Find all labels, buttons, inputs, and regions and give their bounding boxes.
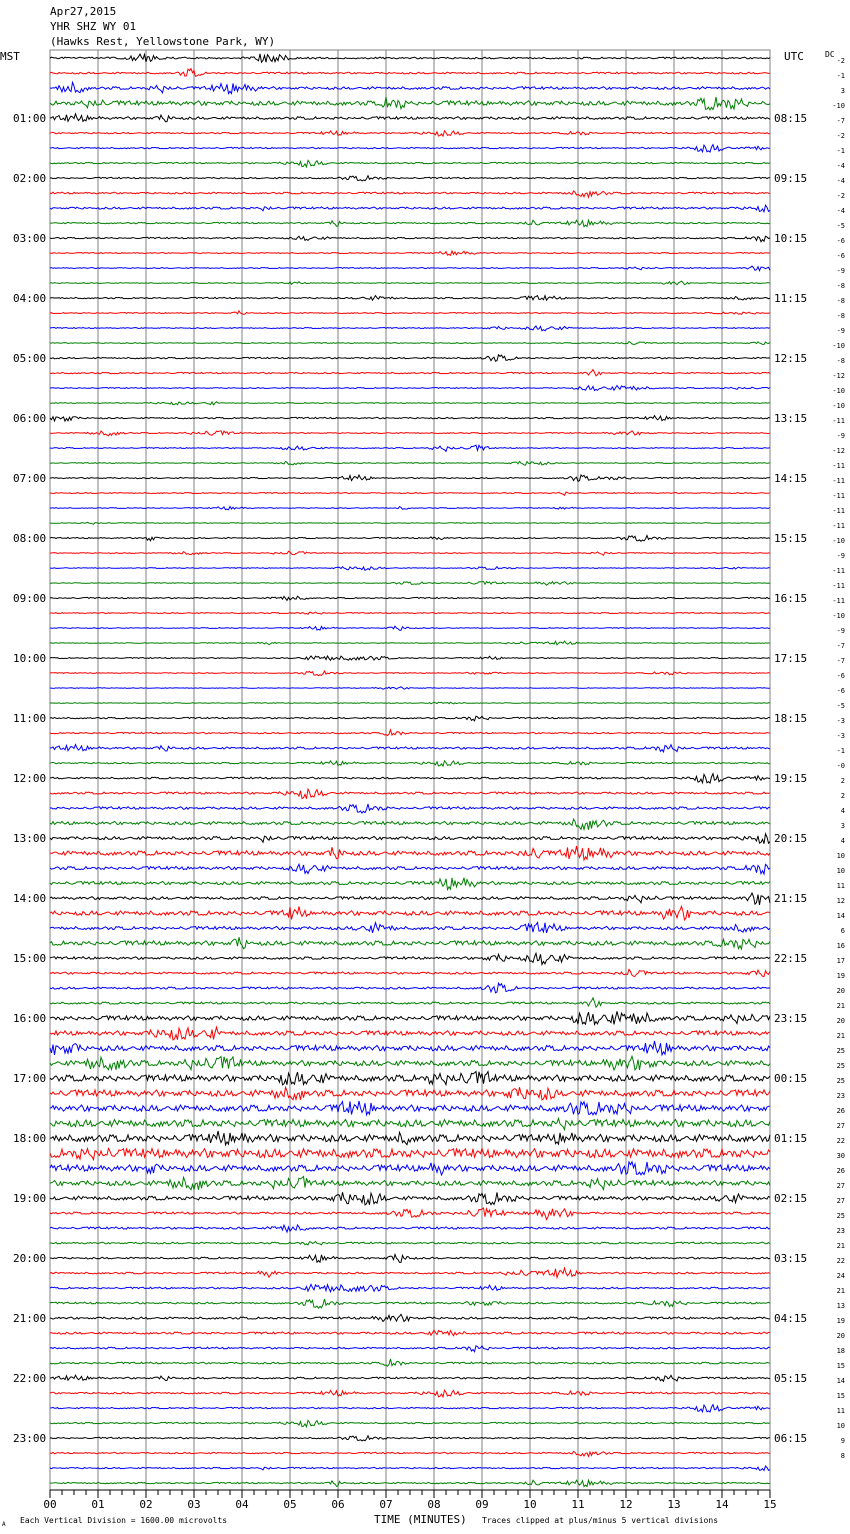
utc-hour-label: 02:15 xyxy=(774,1192,808,1205)
seismic-trace-row xyxy=(50,266,770,271)
seismic-trace-row xyxy=(50,551,770,555)
seismic-trace-row xyxy=(50,1011,770,1024)
seismic-trace-row xyxy=(50,1420,770,1426)
utc-hour-label: 11:15 xyxy=(774,292,808,305)
seismic-trace-row xyxy=(50,205,770,212)
x-axis-title: TIME (MINUTES) xyxy=(374,1513,467,1526)
utc-hour-label: 18:15 xyxy=(774,712,808,725)
seismic-trace-row xyxy=(50,567,770,571)
mst-hour-label: 06:00 xyxy=(13,412,47,425)
seismic-trace-row xyxy=(50,311,770,315)
seismic-trace-row xyxy=(50,1346,770,1352)
mst-hour-label: 04:00 xyxy=(13,292,47,305)
seismic-trace-row xyxy=(50,906,770,920)
dc-offset-label: -5 xyxy=(836,702,845,710)
x-tick-label: 14 xyxy=(715,1498,729,1511)
seismic-trace-row xyxy=(50,431,770,436)
mst-hour-label: 07:00 xyxy=(13,472,47,485)
seismic-trace-row xyxy=(50,1027,770,1040)
dc-offset-label: 22 xyxy=(836,1137,845,1145)
utc-hour-label: 17:15 xyxy=(774,652,808,665)
seismic-trace-row xyxy=(50,1375,770,1381)
seismic-trace-row xyxy=(50,522,770,524)
x-tick-label: 03 xyxy=(187,1498,201,1511)
seismic-trace-row xyxy=(50,1480,770,1486)
mst-hour-label: 20:00 xyxy=(13,1252,47,1265)
dc-offset-label: 21 xyxy=(836,1002,845,1010)
seismic-trace-row xyxy=(50,923,770,933)
seismic-trace-row xyxy=(50,342,770,345)
dc-offset-label: -9 xyxy=(836,327,845,335)
dc-offset-label: 2 xyxy=(840,777,845,785)
seismic-trace-row xyxy=(50,281,770,285)
mst-hour-label: 11:00 xyxy=(13,712,47,725)
utc-hour-label: 05:15 xyxy=(774,1372,808,1385)
mst-hour-label: 12:00 xyxy=(13,772,47,785)
dc-offset-label: 25 xyxy=(836,1212,845,1220)
utc-hour-label: 14:15 xyxy=(774,472,808,485)
mst-hour-label: 01:00 xyxy=(13,112,47,125)
utc-hour-label: 22:15 xyxy=(774,952,808,965)
seismic-trace-row xyxy=(50,893,770,905)
x-tick-label: 12 xyxy=(619,1498,633,1511)
mst-hour-label: 14:00 xyxy=(13,892,47,905)
seismic-trace-row xyxy=(50,416,770,422)
seismic-trace-row xyxy=(50,82,770,93)
dc-offset-label: 27 xyxy=(836,1182,845,1190)
x-tick-label: 10 xyxy=(523,1498,537,1511)
dc-offset-label: 27 xyxy=(836,1122,845,1130)
seismic-trace-row xyxy=(50,507,770,510)
seismic-trace-row xyxy=(50,220,770,226)
dc-offset-label: 2 xyxy=(840,792,845,800)
seismic-trace-row xyxy=(50,953,770,964)
scale-note: Each Vertical Division = 1600.00 microvolts xyxy=(20,1516,228,1525)
dc-offset-label: -2 xyxy=(836,132,845,140)
dc-offset-label: 15 xyxy=(836,1392,845,1400)
seismic-trace-row xyxy=(50,296,770,301)
dc-offset-label: 21 xyxy=(836,1287,845,1295)
chart-station: YHR SHZ WY 01 xyxy=(50,20,137,33)
mst-hour-label: 10:00 xyxy=(13,652,47,665)
seismic-trace-row xyxy=(50,1359,770,1366)
seismic-trace-row xyxy=(50,687,770,689)
dc-offset-label: -7 xyxy=(836,117,845,125)
mst-hour-label: 15:00 xyxy=(13,952,47,965)
seismic-trace-row xyxy=(50,1072,770,1085)
seismic-trace-row xyxy=(50,326,770,331)
x-tick-label: 02 xyxy=(139,1498,153,1511)
seismic-trace-row xyxy=(50,983,770,993)
mst-hour-label: 18:00 xyxy=(13,1132,47,1145)
seismic-trace-row xyxy=(50,445,770,451)
dc-offset-label: 25 xyxy=(836,1062,845,1070)
dc-offset-label: -2 xyxy=(836,57,845,65)
seismic-trace-row xyxy=(50,656,770,660)
seismic-trace-row xyxy=(50,1177,770,1190)
utc-hour-label: 15:15 xyxy=(774,532,808,545)
utc-hour-label: 19:15 xyxy=(774,772,808,785)
dc-offset-label: -3 xyxy=(836,717,845,725)
seismic-trace-row xyxy=(50,1087,770,1100)
seismic-trace-row xyxy=(50,730,770,736)
seismic-trace-row xyxy=(50,1131,770,1145)
seismic-trace-row xyxy=(50,969,770,976)
seismic-trace-row xyxy=(50,160,770,166)
dc-offset-label: -10 xyxy=(832,612,845,620)
dc-offset-label: 20 xyxy=(836,1017,845,1025)
seismic-trace-row xyxy=(50,671,770,676)
dc-offset-label: 21 xyxy=(836,1032,845,1040)
dc-offset-label: 25 xyxy=(836,1077,845,1085)
mst-hour-label: 22:00 xyxy=(13,1372,47,1385)
dc-offset-label: -4 xyxy=(836,207,845,215)
seismic-trace-row xyxy=(50,236,770,242)
seismic-trace-row xyxy=(50,1225,770,1232)
dc-offset-label: 3 xyxy=(840,822,845,830)
plot-frame xyxy=(50,50,770,1490)
x-tick-label: 05 xyxy=(283,1498,297,1511)
utc-hour-label: 16:15 xyxy=(774,592,808,605)
mst-hour-label: 05:00 xyxy=(13,352,47,365)
seismic-trace-row xyxy=(50,1192,770,1205)
mst-hour-label: 16:00 xyxy=(13,1012,47,1025)
dc-offset-label: -8 xyxy=(836,297,845,305)
seismic-trace-row xyxy=(50,492,770,495)
seismic-trace-row xyxy=(50,641,770,645)
dc-offset-label: 8 xyxy=(840,1452,845,1460)
dc-offset-label: 18 xyxy=(836,1347,845,1355)
dc-offset-label: 17 xyxy=(836,957,845,965)
dc-offset-label: -12 xyxy=(832,447,845,455)
seismic-trace-row xyxy=(50,69,770,77)
seismic-trace-row xyxy=(50,626,770,630)
dc-offset-label: -5 xyxy=(836,222,845,230)
dc-offset-label: -10 xyxy=(832,402,845,410)
seismic-trace-row xyxy=(50,878,770,890)
seismic-trace-row xyxy=(50,1390,770,1397)
dc-offset-label: -4 xyxy=(836,162,845,170)
x-tick-label: 13 xyxy=(667,1498,681,1511)
utc-hour-label: 08:15 xyxy=(774,112,808,125)
seismic-trace-row xyxy=(50,461,770,465)
dc-offset-label: 23 xyxy=(836,1092,845,1100)
dc-offset-label: -1 xyxy=(836,147,845,155)
utc-hour-label: 00:15 xyxy=(774,1072,808,1085)
dc-offset-label: 11 xyxy=(836,1407,845,1415)
seismic-trace-row xyxy=(50,1041,770,1055)
seismic-trace-row xyxy=(50,1268,770,1277)
dc-offset-label: 4 xyxy=(840,807,845,815)
utc-hour-label: 03:15 xyxy=(774,1252,808,1265)
dc-offset-label: -12 xyxy=(832,372,845,380)
mst-hour-label: 13:00 xyxy=(13,832,47,845)
seismic-trace-row xyxy=(50,1330,770,1336)
dc-offset-label: 13 xyxy=(836,1302,845,1310)
utc-hour-label: 04:15 xyxy=(774,1312,808,1325)
seismic-trace-row xyxy=(50,761,770,766)
dc-offset-label: 21 xyxy=(836,1242,845,1250)
mst-hour-label: 09:00 xyxy=(13,592,47,605)
dc-offset-label: 22 xyxy=(836,1257,845,1265)
dc-offset-label: -10 xyxy=(832,537,845,545)
dc-offset-label: -2 xyxy=(836,192,845,200)
dc-offset-label: -11 xyxy=(832,462,845,470)
dc-offset-label: -9 xyxy=(836,267,845,275)
dc-offset-label: 3 xyxy=(840,87,845,95)
mst-hour-label: 08:00 xyxy=(13,532,47,545)
dc-offset-label: 11 xyxy=(836,882,845,890)
seismic-trace-row xyxy=(50,804,770,813)
dc-offset-label: 19 xyxy=(836,972,845,980)
right-axis-label: UTC xyxy=(784,50,804,63)
dc-offset-label: -8 xyxy=(836,282,845,290)
utc-hour-label: 12:15 xyxy=(774,352,808,365)
seismic-trace-row xyxy=(50,702,770,704)
left-axis-label: MST xyxy=(0,50,20,63)
dc-offset-label: 30 xyxy=(836,1152,845,1160)
utc-hour-label: 23:15 xyxy=(774,1012,808,1025)
clip-note: Traces clipped at plus/minus 5 vertical divisions xyxy=(482,1516,719,1525)
dc-offset-label: 16 xyxy=(836,942,845,950)
dc-offset-label: -10 xyxy=(832,342,845,350)
dc-offset-label: 6 xyxy=(840,927,845,935)
mst-hour-label: 17:00 xyxy=(13,1072,47,1085)
seismic-trace-row xyxy=(50,998,770,1007)
dc-offset-label: -11 xyxy=(832,522,845,530)
dc-offset-label: -11 xyxy=(832,582,845,590)
seismic-trace-row xyxy=(50,355,770,361)
seismic-trace-row xyxy=(50,612,770,614)
dc-offset-label: -11 xyxy=(832,477,845,485)
dc-offset-label: -11 xyxy=(832,567,845,575)
dc-offset-label: 26 xyxy=(836,1107,845,1115)
seismic-trace-row xyxy=(50,1314,770,1321)
corner-mark: A xyxy=(2,1521,6,1528)
dc-offset-label: -11 xyxy=(832,507,845,515)
dc-offset-label: 14 xyxy=(836,912,845,920)
dc-header: DC xyxy=(825,50,835,59)
seismic-trace-row xyxy=(50,745,770,752)
utc-hour-label: 09:15 xyxy=(774,172,808,185)
dc-offset-label: -1 xyxy=(836,747,845,755)
seismic-trace-row xyxy=(50,774,770,783)
x-tick-label: 08 xyxy=(427,1498,441,1511)
seismic-trace-row xyxy=(50,176,770,181)
seismic-trace-row xyxy=(50,54,770,62)
seismic-trace-row xyxy=(50,131,770,136)
seismic-trace-row xyxy=(50,536,770,542)
dc-offset-label: 10 xyxy=(836,852,845,860)
seismic-trace-row xyxy=(50,834,770,844)
mst-hour-label: 19:00 xyxy=(13,1192,47,1205)
seismic-trace-row xyxy=(50,937,770,949)
seismic-trace-row xyxy=(50,1405,770,1412)
mst-hour-label: 21:00 xyxy=(13,1312,47,1325)
dc-offset-label: -11 xyxy=(832,492,845,500)
seismic-trace-row xyxy=(50,1284,770,1292)
dc-offset-label: 12 xyxy=(836,897,845,905)
seismic-trace-row xyxy=(50,1254,770,1262)
dc-offset-label: 25 xyxy=(836,1047,845,1055)
seismic-trace-row xyxy=(50,1208,770,1219)
dc-offset-label: -6 xyxy=(836,687,845,695)
x-tick-label: 04 xyxy=(235,1498,249,1511)
dc-offset-label: -11 xyxy=(832,597,845,605)
utc-hour-label: 13:15 xyxy=(774,412,808,425)
utc-hour-label: 21:15 xyxy=(774,892,808,905)
x-tick-label: 00 xyxy=(43,1498,57,1511)
dc-offset-label: -6 xyxy=(836,252,845,260)
dc-offset-label: 9 xyxy=(840,1437,845,1445)
seismic-trace-row xyxy=(50,114,770,122)
seismic-trace-row xyxy=(50,1451,770,1456)
x-tick-label: 09 xyxy=(475,1498,489,1511)
seismic-trace-row xyxy=(50,1101,770,1115)
dc-offset-label: 15 xyxy=(836,1362,845,1370)
dc-offset-label: 4 xyxy=(840,837,845,845)
dc-offset-label: 20 xyxy=(836,987,845,995)
dc-offset-label: -6 xyxy=(836,237,845,245)
x-tick-label: 01 xyxy=(91,1498,105,1511)
dc-offset-label: 10 xyxy=(836,867,845,875)
utc-hour-label: 06:15 xyxy=(774,1432,808,1445)
dc-offset-label: -8 xyxy=(836,312,845,320)
dc-offset-label: -1 xyxy=(836,72,845,80)
seismic-trace-row xyxy=(50,581,770,585)
dc-offset-label: -9 xyxy=(836,627,845,635)
seismic-trace-row xyxy=(50,1299,770,1308)
seismic-trace-row xyxy=(50,819,770,830)
dc-offset-label: -7 xyxy=(836,657,845,665)
dc-offset-label: -11 xyxy=(832,417,845,425)
seismic-trace-row xyxy=(50,1242,770,1246)
trace-group xyxy=(50,54,770,1487)
seismic-trace-row xyxy=(50,846,770,860)
dc-offset-label: -3 xyxy=(836,732,845,740)
seismic-trace-row xyxy=(50,1056,770,1070)
seismic-trace-row xyxy=(50,1162,770,1175)
seismic-trace-row xyxy=(50,402,770,405)
x-tick-label: 11 xyxy=(571,1498,585,1511)
seismic-trace-row xyxy=(50,1436,770,1441)
mst-hour-label: 23:00 xyxy=(13,1432,47,1445)
seismic-trace-row xyxy=(50,370,770,376)
dc-offset-label: 20 xyxy=(836,1332,845,1340)
seismic-trace-row xyxy=(50,1148,770,1159)
x-tick-label: 07 xyxy=(379,1498,393,1511)
mst-hour-label: 03:00 xyxy=(13,232,47,245)
seismic-trace-row xyxy=(50,596,770,600)
dc-offset-label: 27 xyxy=(836,1197,845,1205)
seismic-trace-row xyxy=(50,145,770,152)
seismic-trace-row xyxy=(50,1466,770,1470)
seismic-trace-row xyxy=(50,251,770,255)
utc-hour-label: 20:15 xyxy=(774,832,808,845)
dc-offset-label: 24 xyxy=(836,1272,845,1280)
dc-offset-label: 23 xyxy=(836,1227,845,1235)
dc-offset-label: 14 xyxy=(836,1377,845,1385)
dc-offset-label: -10 xyxy=(832,387,845,395)
utc-hour-label: 10:15 xyxy=(774,232,808,245)
chart-date: Apr27,2015 xyxy=(50,5,117,18)
dc-offset-label: -7 xyxy=(836,642,845,650)
dc-offset-label: 26 xyxy=(836,1167,845,1175)
axis-labels xyxy=(13,57,845,1511)
dc-offset-label: 19 xyxy=(836,1317,845,1325)
seismic-trace-row xyxy=(50,1119,770,1130)
seismic-trace-row xyxy=(50,386,770,391)
utc-hour-label: 01:15 xyxy=(774,1132,808,1145)
dc-offset-label: -6 xyxy=(836,672,845,680)
dc-offset-label: -9 xyxy=(836,552,845,560)
seismic-trace-row xyxy=(50,716,770,721)
seismic-trace-row xyxy=(50,864,770,874)
chart-location: (Hawks Rest, Yellowstone Park, WY) xyxy=(50,35,276,48)
seismic-trace-row xyxy=(50,191,770,197)
seismic-trace-row xyxy=(50,475,770,481)
seismic-trace-row xyxy=(50,789,770,799)
x-tick-label: 06 xyxy=(331,1498,345,1511)
dc-offset-label: -4 xyxy=(836,177,845,185)
dc-offset-label: -8 xyxy=(836,357,845,365)
dc-offset-label: -10 xyxy=(832,102,845,110)
dc-offset-label: 10 xyxy=(836,1422,845,1430)
mst-hour-label: 02:00 xyxy=(13,172,47,185)
x-tick-label: 15 xyxy=(763,1498,777,1511)
dc-offset-label: -0 xyxy=(836,762,845,770)
seismic-trace-row xyxy=(50,97,770,110)
dc-offset-label: -9 xyxy=(836,432,845,440)
